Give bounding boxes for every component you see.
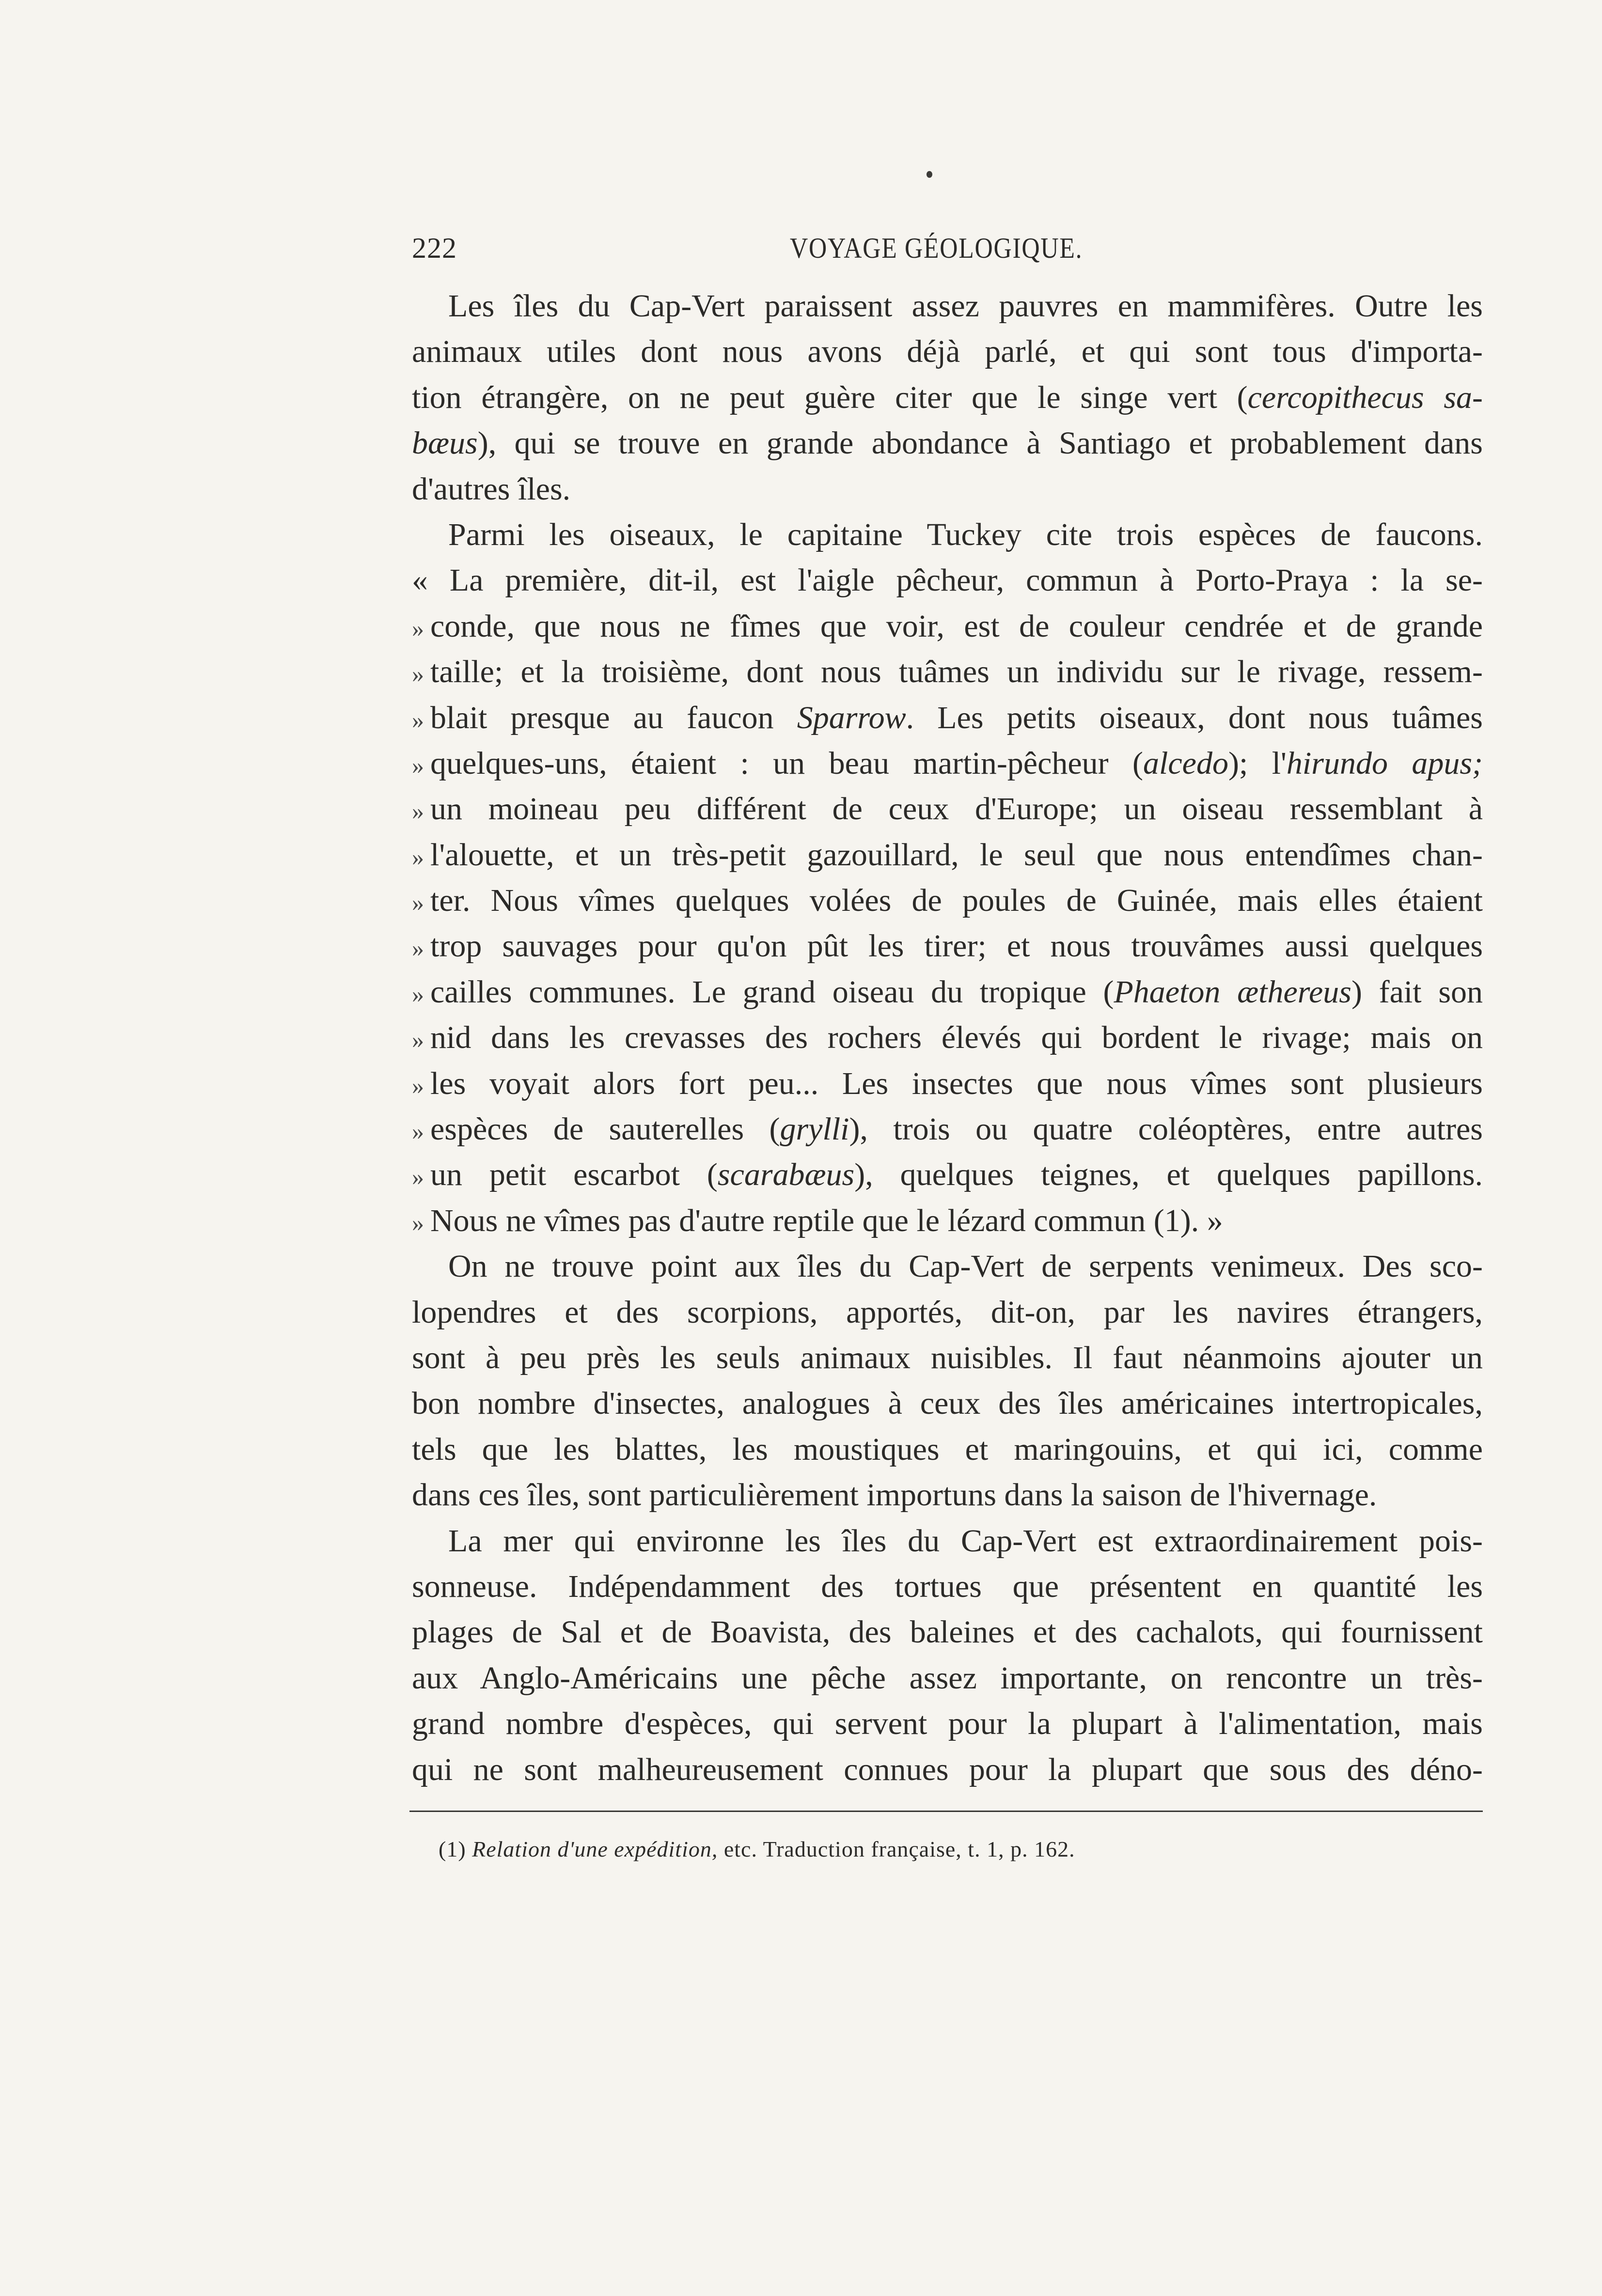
quote-mark: » — [412, 1118, 424, 1145]
text-line: « La première, dit-il, est l'aigle pêcheur, commun à Porto-Praya : la se- — [412, 562, 1483, 598]
species-name: bæus — [412, 425, 478, 461]
text-line: tels que les blattes, les moustiques et maringouins, et qui ici, comme — [412, 1431, 1483, 1467]
footnote — [439, 1836, 1075, 1862]
quote-mark: » — [412, 797, 424, 825]
quoted-line: » nid dans les crevasses des rochers élevés qui bordent le rivage; mais on — [412, 1015, 1483, 1061]
quoted-line: » taille; et la troisième, dont nous tuâmes un individu sur le rivage, ressem- — [412, 649, 1483, 695]
quoted-line: » espèces de sauterelles (grylli), trois ou quatre coléoptères, entre autres — [412, 1107, 1483, 1152]
page-speck — [927, 171, 932, 178]
text-line: grand nombre d'espèces, qui servent pour la plupart à l'alimentation, mais — [412, 1706, 1483, 1742]
footnote-rule — [409, 1811, 1483, 1812]
quoted-line: » un moineau peu différent de ceux d'Europe; un oiseau ressemblant à — [412, 786, 1483, 832]
species-name: hirundo apus; — [1286, 745, 1483, 781]
text-line: sont à peu près les seuls animaux nuisibles. Il faut néanmoins ajouter un — [412, 1340, 1483, 1375]
quote-mark: » — [412, 614, 424, 642]
species-name: scarabæus — [717, 1157, 855, 1193]
text-line: bon nombre d'insectes, analogues à ceux des îles américaines intertropicales, — [412, 1386, 1483, 1421]
quoted-line: » les voyait alors fort peu... Les insectes que nous vîmes sont plusieurs — [412, 1061, 1483, 1107]
text-line: On ne trouve point aux îles du Cap-Vert de serpents venimeux. Des sco- — [448, 1249, 1483, 1284]
quote-mark: » — [412, 889, 424, 917]
quoted-line: » Nous ne vîmes pas d'autre reptile que le lézard commun (1). » — [412, 1198, 1483, 1244]
text-line: animaux utiles dont nous avons déjà parlé, et qui sont tous d'importa- — [412, 334, 1483, 370]
footnote-title: Relation d'une expédition, — [472, 1837, 718, 1861]
text-line: tion étrangère, on ne peut guère citer que le singe vert (cercopithecus sa- — [412, 379, 1483, 415]
species-name: Sparrow — [797, 700, 906, 735]
quoted-line: » cailles communes. Le grand oiseau du tropique (Phaeton æthereus) fait son — [412, 969, 1483, 1015]
species-name: cercopithecus sa- — [1247, 379, 1483, 415]
body-text — [412, 283, 1483, 1793]
quote-mark: » — [412, 751, 424, 779]
quoted-line: » conde, que nous ne fîmes que voir, est de couleur cendrée et de grande — [412, 604, 1483, 649]
text-line: qui ne sont malheureusement connues pour la plupart que sous des déno- — [412, 1751, 1483, 1787]
text-line: sonneuse. Indépendamment des tortues que présentent en quantité les — [412, 1568, 1483, 1604]
text-line: aux Anglo-Américains une pêche assez importante, on rencontre un très- — [412, 1660, 1483, 1696]
text-line: lopendres et des scorpions, apportés, dit-on, par les navires étrangers, — [412, 1294, 1483, 1330]
quote-mark: » — [412, 935, 424, 962]
footnote-marker: (1) — [439, 1837, 466, 1861]
footnote-text: etc. Traduction française, t. 1, p. 162. — [723, 1837, 1075, 1861]
quoted-line: » un petit escarbot (scarabæus), quelques teignes, et quelques papillons. — [412, 1152, 1483, 1198]
quote-mark: » — [412, 843, 424, 871]
quote-mark: » — [412, 980, 424, 1008]
quote-mark: » — [412, 660, 424, 688]
text-line: d'autres îles. — [412, 471, 571, 507]
text-line: dans ces îles, sont particulièrement importuns dans la saison de l'hivernage. — [412, 1477, 1377, 1513]
page-header — [412, 232, 1483, 270]
quoted-line: » quelques-uns, étaient : un beau martin-pêcheur (alcedo); l'hirundo apus; — [412, 741, 1483, 786]
species-name: alcedo — [1143, 745, 1228, 781]
quoted-line: » l'alouette, et un très-petit gazouillard, le seul que nous entendîmes chan- — [412, 832, 1483, 878]
text-line: bæus), qui se trouve en grande abondance à Santiago et probablement dans — [412, 425, 1483, 461]
quote-mark: » — [412, 1163, 424, 1191]
quoted-line: » blait presque au faucon Sparrow. Les petits oiseaux, dont nous tuâmes — [412, 695, 1483, 741]
quote-mark: » — [412, 1209, 424, 1236]
text-line: Les îles du Cap-Vert paraissent assez pauvres en mammifères. Outre les — [448, 288, 1483, 324]
quote-mark: » — [412, 1026, 424, 1054]
quoted-line: » trop sauvages pour qu'on pût les tirer; et nous trouvâmes aussi quelques — [412, 923, 1483, 969]
quote-mark: » — [412, 706, 424, 734]
quoted-line: » ter. Nous vîmes quelques volées de poules de Guinée, mais elles étaient — [412, 878, 1483, 923]
text-line: Parmi les oiseaux, le capitaine Tuckey cite trois espèces de faucons. — [448, 516, 1483, 552]
running-head: VOYAGE GÉOLOGIQUE. — [790, 232, 1083, 264]
species-name: Phaeton æthereus — [1114, 974, 1351, 1010]
quote-mark: » — [412, 1072, 424, 1099]
text-line: plages de Sal et de Boavista, des baleines et des cachalots, qui fournissent — [412, 1614, 1483, 1650]
page-number: 222 — [412, 232, 457, 264]
text-line: La mer qui environne les îles du Cap-Vert est extraordinairement pois- — [448, 1523, 1483, 1559]
species-name: grylli — [780, 1111, 849, 1147]
